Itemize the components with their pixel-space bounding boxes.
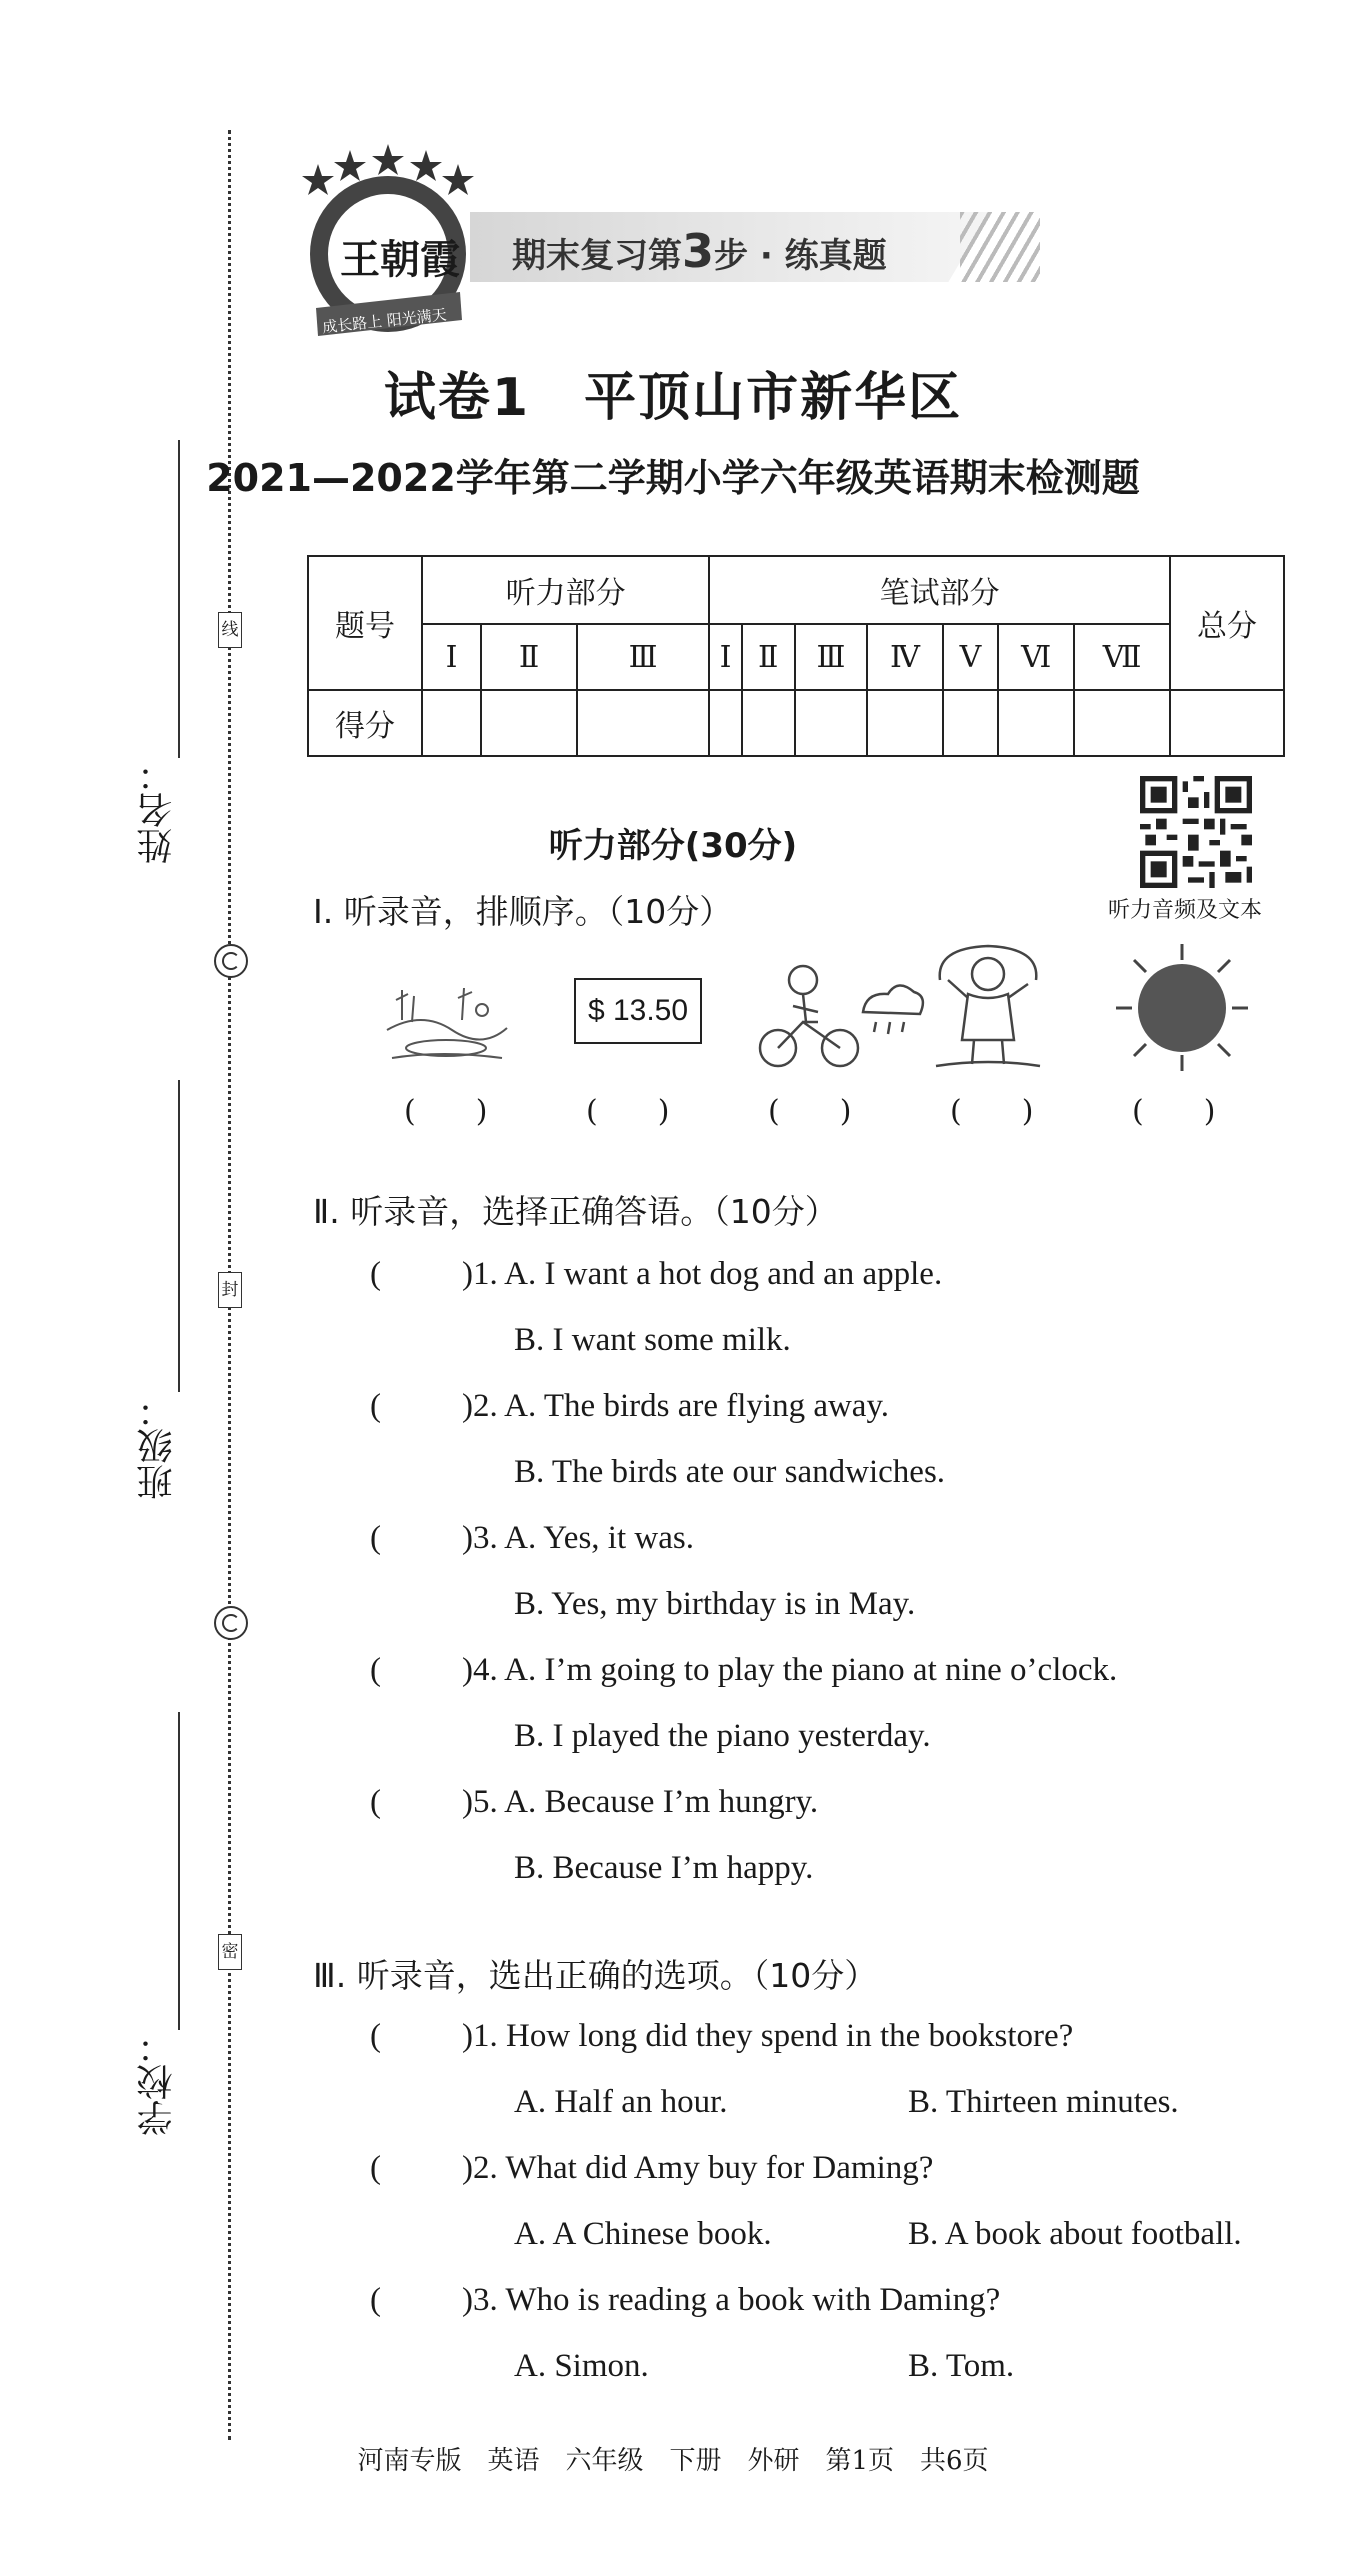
order-blank-5[interactable]: ( ) bbox=[1132, 1094, 1216, 1129]
school-label: 学校： bbox=[137, 2028, 178, 2136]
order-blank-4[interactable]: ( ) bbox=[950, 1094, 1034, 1129]
part3-q2-option-b: B. A book about football. bbox=[908, 2216, 1242, 2252]
part3-q1-question: )1. How long did they spend in the bookstore? bbox=[462, 2018, 1074, 2054]
publisher-logo bbox=[298, 142, 478, 352]
written-col: Ⅴ bbox=[943, 624, 999, 690]
qr-caption: 听力音频及文本 bbox=[1108, 898, 1263, 923]
part2-q5-option-b: B. Because I’m happy. bbox=[514, 1850, 814, 1886]
name-label: 姓名： bbox=[137, 756, 178, 864]
sun-illustration bbox=[1112, 940, 1252, 1075]
part2-q2-option-b: B. The birds ate our sandwiches. bbox=[514, 1454, 946, 1490]
written-section-header: 笔试部分 bbox=[709, 556, 1170, 624]
answer-blank[interactable]: ( bbox=[370, 1256, 381, 1292]
part3-heading: Ⅲ. 听录音，选出正确的选项。（10分） bbox=[313, 1956, 878, 1995]
score-cell[interactable] bbox=[709, 690, 742, 756]
listening-col: Ⅲ bbox=[577, 624, 709, 690]
part3-q2-question: )2. What did Amy buy for Daming? bbox=[462, 2150, 934, 2186]
written-col: Ⅳ bbox=[867, 624, 942, 690]
part2-q1-option-b: B. I want some milk. bbox=[514, 1322, 791, 1358]
written-col: Ⅰ bbox=[709, 624, 742, 690]
order-blank-1[interactable]: ( ) bbox=[404, 1094, 488, 1129]
exam-title: 试卷1 平顶山市新华区 bbox=[383, 368, 963, 428]
part2-q1-option-a: )1. A. I want a hot dog and an apple. bbox=[462, 1256, 943, 1292]
score-cell[interactable] bbox=[577, 690, 709, 756]
part2-q4-option-a: )4. A. I’m going to play the piano at nine o’clock. bbox=[462, 1652, 1118, 1688]
score-cell[interactable] bbox=[481, 690, 577, 756]
listening-col: Ⅱ bbox=[481, 624, 577, 690]
order-blank-2[interactable]: ( ) bbox=[586, 1094, 670, 1129]
score-cell[interactable] bbox=[795, 690, 868, 756]
banner-suffix: 步 · 练真题 bbox=[714, 236, 887, 276]
seal-char-seal: 封 bbox=[218, 1272, 242, 1308]
swirl-ornament-icon bbox=[214, 944, 248, 978]
part3-q3-question: )3. Who is reading a book with Daming? bbox=[462, 2282, 1001, 2318]
answer-blank[interactable]: ( bbox=[370, 1652, 381, 1688]
logo-text: 王朝霞 bbox=[340, 236, 460, 283]
boy-riding-bike-illustration bbox=[748, 952, 928, 1072]
exam-subtitle: 2021—2022学年第二学期小学六年级英语期末检测题 bbox=[206, 456, 1140, 500]
seal-char-line: 线 bbox=[218, 612, 242, 648]
class-blank-line[interactable] bbox=[178, 1080, 180, 1392]
answer-blank[interactable]: ( bbox=[370, 2150, 381, 2186]
question-number-header: 题号 bbox=[308, 556, 422, 690]
part2-q5-option-a: )5. A. Because I’m hungry. bbox=[462, 1784, 819, 1820]
score-table bbox=[307, 555, 1285, 757]
score-row-label: 得分 bbox=[308, 690, 422, 756]
written-col: Ⅶ bbox=[1074, 624, 1170, 690]
answer-blank[interactable]: ( bbox=[370, 2282, 381, 2318]
banner-title bbox=[512, 224, 887, 278]
order-blank-3[interactable]: ( ) bbox=[768, 1094, 852, 1129]
seal-char-close: 密 bbox=[218, 1934, 242, 1970]
part2-q3-option-b: B. Yes, my birthday is in May. bbox=[514, 1586, 916, 1622]
answer-blank[interactable]: ( bbox=[370, 1388, 381, 1424]
written-col: Ⅵ bbox=[998, 624, 1074, 690]
part2-heading: Ⅱ. 听录音，选择正确答语。（10分） bbox=[313, 1192, 838, 1231]
part3-q1-option-b: B. Thirteen minutes. bbox=[908, 2084, 1179, 2120]
score-cell[interactable] bbox=[422, 690, 481, 756]
listening-col: Ⅰ bbox=[422, 624, 481, 690]
listening-section-title: 听力部分(30分) bbox=[548, 826, 798, 866]
part1-heading: Ⅰ. 听录音，排顺序。（10分） bbox=[313, 892, 733, 931]
score-cell[interactable] bbox=[867, 690, 942, 756]
score-cell[interactable] bbox=[1074, 690, 1170, 756]
park-scene-illustration bbox=[382, 960, 512, 1070]
part2-q3-option-a: )3. A. Yes, it was. bbox=[462, 1520, 694, 1556]
banner-prefix: 期末复习第 bbox=[512, 236, 682, 276]
total-score-header: 总分 bbox=[1170, 556, 1284, 690]
price-tag: $ 13.50 bbox=[574, 978, 702, 1044]
score-cell[interactable] bbox=[998, 690, 1074, 756]
part3-q2-option-a: A. A Chinese book. bbox=[514, 2216, 772, 2252]
school-blank-line[interactable] bbox=[178, 1712, 180, 2030]
logo-tagline: 成长路上 阳光满天 bbox=[321, 305, 448, 337]
swirl-ornament-icon bbox=[214, 1606, 248, 1640]
page-footer: 河南专版 英语 六年级 下册 外研 第1页 共6页 bbox=[357, 2446, 989, 2476]
listening-section-header: 听力部分 bbox=[422, 556, 709, 624]
banner-step-number: 3 bbox=[682, 224, 715, 278]
total-score-cell[interactable] bbox=[1170, 690, 1284, 756]
part3-q3-option-b: B. Tom. bbox=[908, 2348, 1015, 2384]
part3-q1-option-a: A. Half an hour. bbox=[514, 2084, 728, 2120]
part2-q2-option-a: )2. A. The birds are flying away. bbox=[462, 1388, 890, 1424]
part2-q4-option-b: B. I played the piano yesterday. bbox=[514, 1718, 931, 1754]
answer-blank[interactable]: ( bbox=[370, 2018, 381, 2054]
part3-q3-option-a: A. Simon. bbox=[514, 2348, 649, 2384]
class-label: 班级： bbox=[137, 1392, 178, 1500]
score-cell[interactable] bbox=[943, 690, 999, 756]
score-cell[interactable] bbox=[742, 690, 795, 756]
written-col: Ⅱ bbox=[742, 624, 795, 690]
written-col: Ⅲ bbox=[795, 624, 868, 690]
man-with-scarf-illustration bbox=[928, 940, 1048, 1075]
banner-stripes bbox=[960, 212, 1040, 282]
answer-blank[interactable]: ( bbox=[370, 1784, 381, 1820]
answer-blank[interactable]: ( bbox=[370, 1520, 381, 1556]
